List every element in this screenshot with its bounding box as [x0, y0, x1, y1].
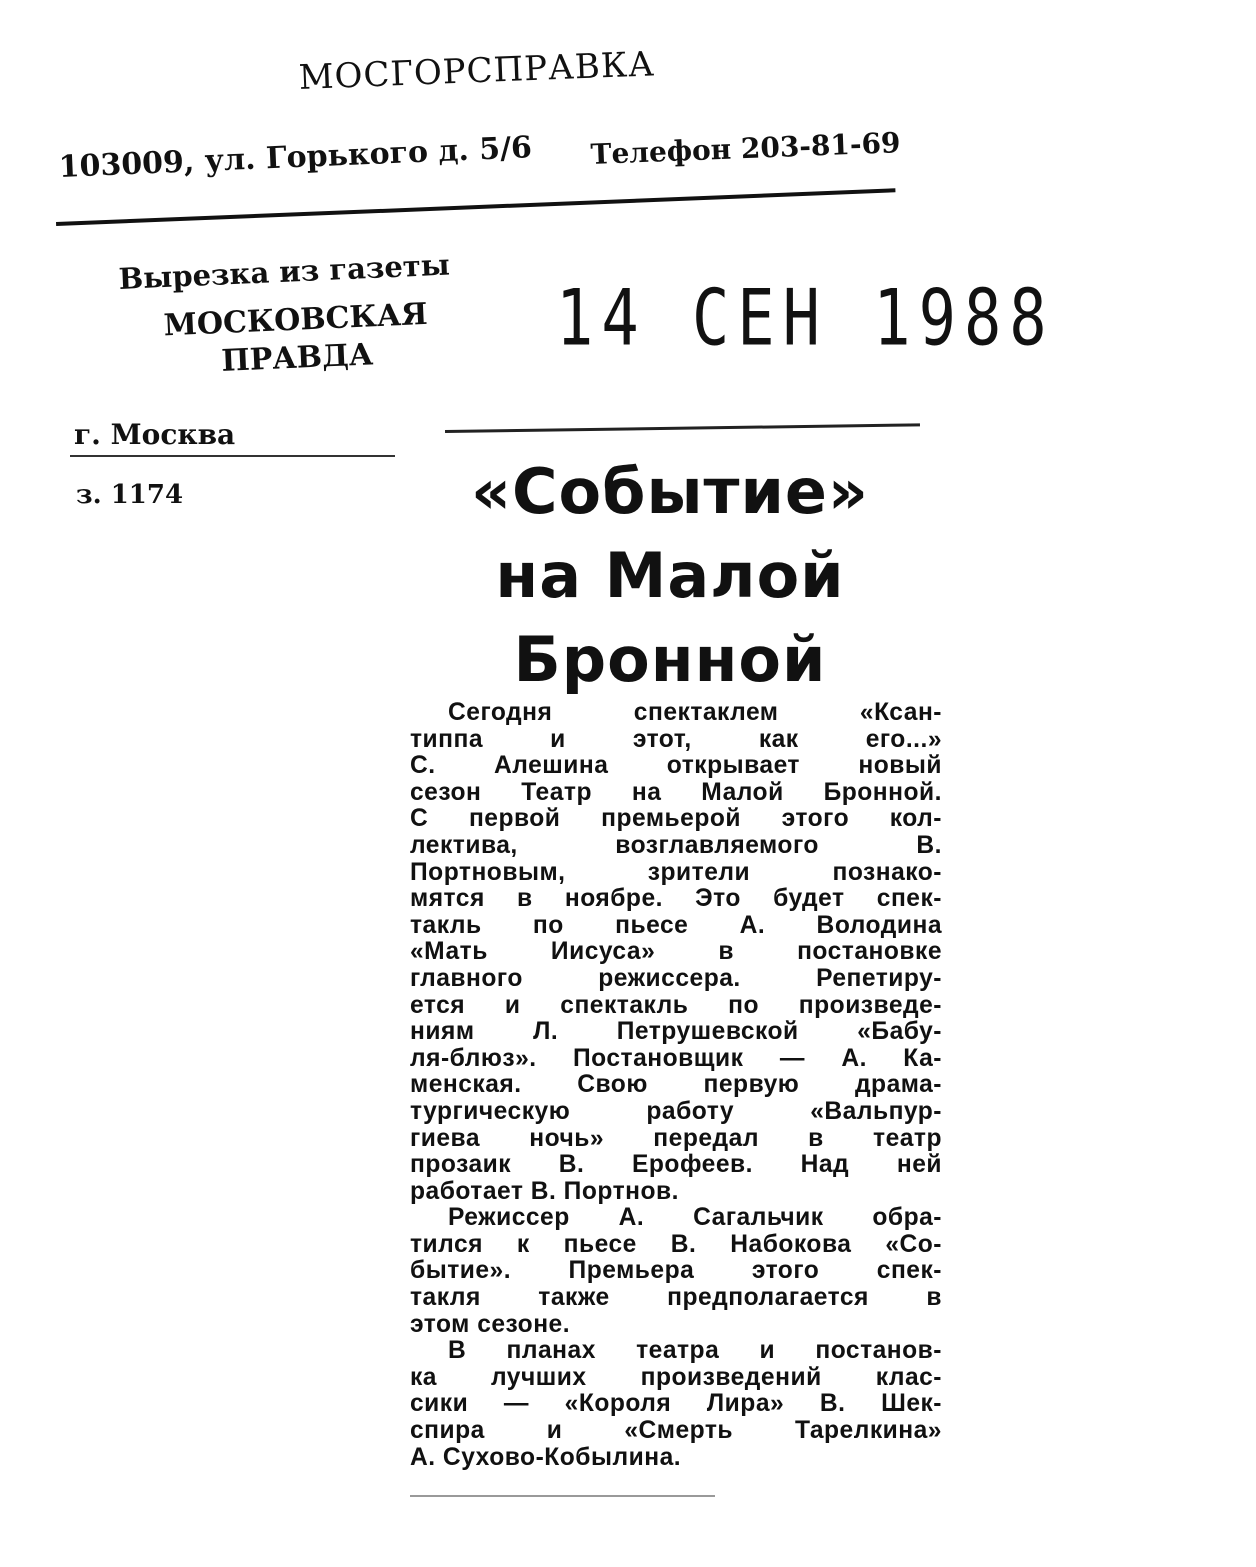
article-line: прозаик В. Ерофеев. Над ней: [410, 1151, 942, 1179]
header-divider: [56, 188, 895, 226]
article-line: С первой премьерой этого кол-: [410, 805, 942, 833]
article-line: сезон Театр на Малой Бронной.: [410, 778, 942, 806]
headline-line: «Событие»: [471, 455, 869, 528]
article-end-rule: [410, 1495, 715, 1497]
agency-phone: Телефон 203-81-69: [590, 126, 902, 171]
article-line: ля-блюз». Постановщик — А. Ка-: [410, 1044, 942, 1072]
article-line: сики — «Короля Лира» В. Шек-: [410, 1390, 942, 1418]
article-line: Портновым, зрители познако-: [410, 858, 942, 886]
order-number: з. 1174: [76, 480, 184, 510]
article-body: [410, 700, 942, 1471]
article-line: менская. Свою первую драма-: [410, 1071, 942, 1099]
article-line: В планах театра и постанов-: [448, 1337, 942, 1365]
article-line: «Мать Иисуса» в постановке: [410, 938, 942, 966]
article-headline: [430, 450, 910, 702]
article-line: С. Алешина открывает новый: [410, 752, 942, 780]
article-line: главного режиссера. Репетиру-: [410, 964, 942, 992]
article-line: гиева ночь» передал в театр: [410, 1124, 942, 1152]
article-line: ется и спектакль по произведе-: [410, 991, 942, 1019]
article-line: Сегодня спектаклем «Ксан-: [448, 699, 942, 726]
article-line: мятся в ноябре. Это будет спек-: [410, 885, 942, 913]
agency-name: МОСГОРСПРАВКА: [298, 44, 656, 98]
article-line: этом сезоне.: [410, 1310, 571, 1338]
article-line: А. Сухово-Кобылина.: [410, 1443, 682, 1471]
article-line: тился к пьесе В. Набокова «Со-: [410, 1230, 942, 1258]
article-line: спира и «Смерть Тарелкина»: [410, 1417, 942, 1445]
article-line: такль по пьесе А. Володина: [410, 911, 942, 939]
article-line: тургическую работу «Вальпур-: [410, 1097, 942, 1125]
article-line: ниям Л. Петрушевской «Бабу-: [410, 1018, 942, 1046]
newspaper-name-line1: МОСКОВСКАЯ: [163, 296, 429, 344]
clip-date-stamp: 14 СЕН 1988: [556, 272, 1055, 364]
newspaper-name: [150, 295, 443, 384]
newspaper-name-line2: ПРАВДА: [220, 337, 374, 379]
city-label: г. Москва: [74, 418, 236, 451]
headline-line: на Малой: [495, 539, 845, 612]
article-line: типпа и этот, как его...»: [410, 725, 942, 753]
article-line: работает В. Портнов.: [410, 1177, 679, 1205]
article-line: лектива, возглавляемого В.: [410, 831, 942, 859]
headline-line: Бронной: [513, 623, 827, 696]
clip-label: Вырезка из газеты: [118, 247, 451, 296]
article-line: ка лучших произведений клас-: [410, 1363, 942, 1391]
city-divider: [70, 455, 395, 457]
article-line: такля также предполагается в: [410, 1284, 942, 1312]
article-line: Режиссер А. Сагальчик обра-: [448, 1204, 942, 1232]
agency-address: 103009, ул. Горького д. 5/6: [58, 130, 533, 185]
date-divider: [445, 423, 920, 433]
article-line: бытие». Премьера этого спек-: [410, 1257, 942, 1285]
